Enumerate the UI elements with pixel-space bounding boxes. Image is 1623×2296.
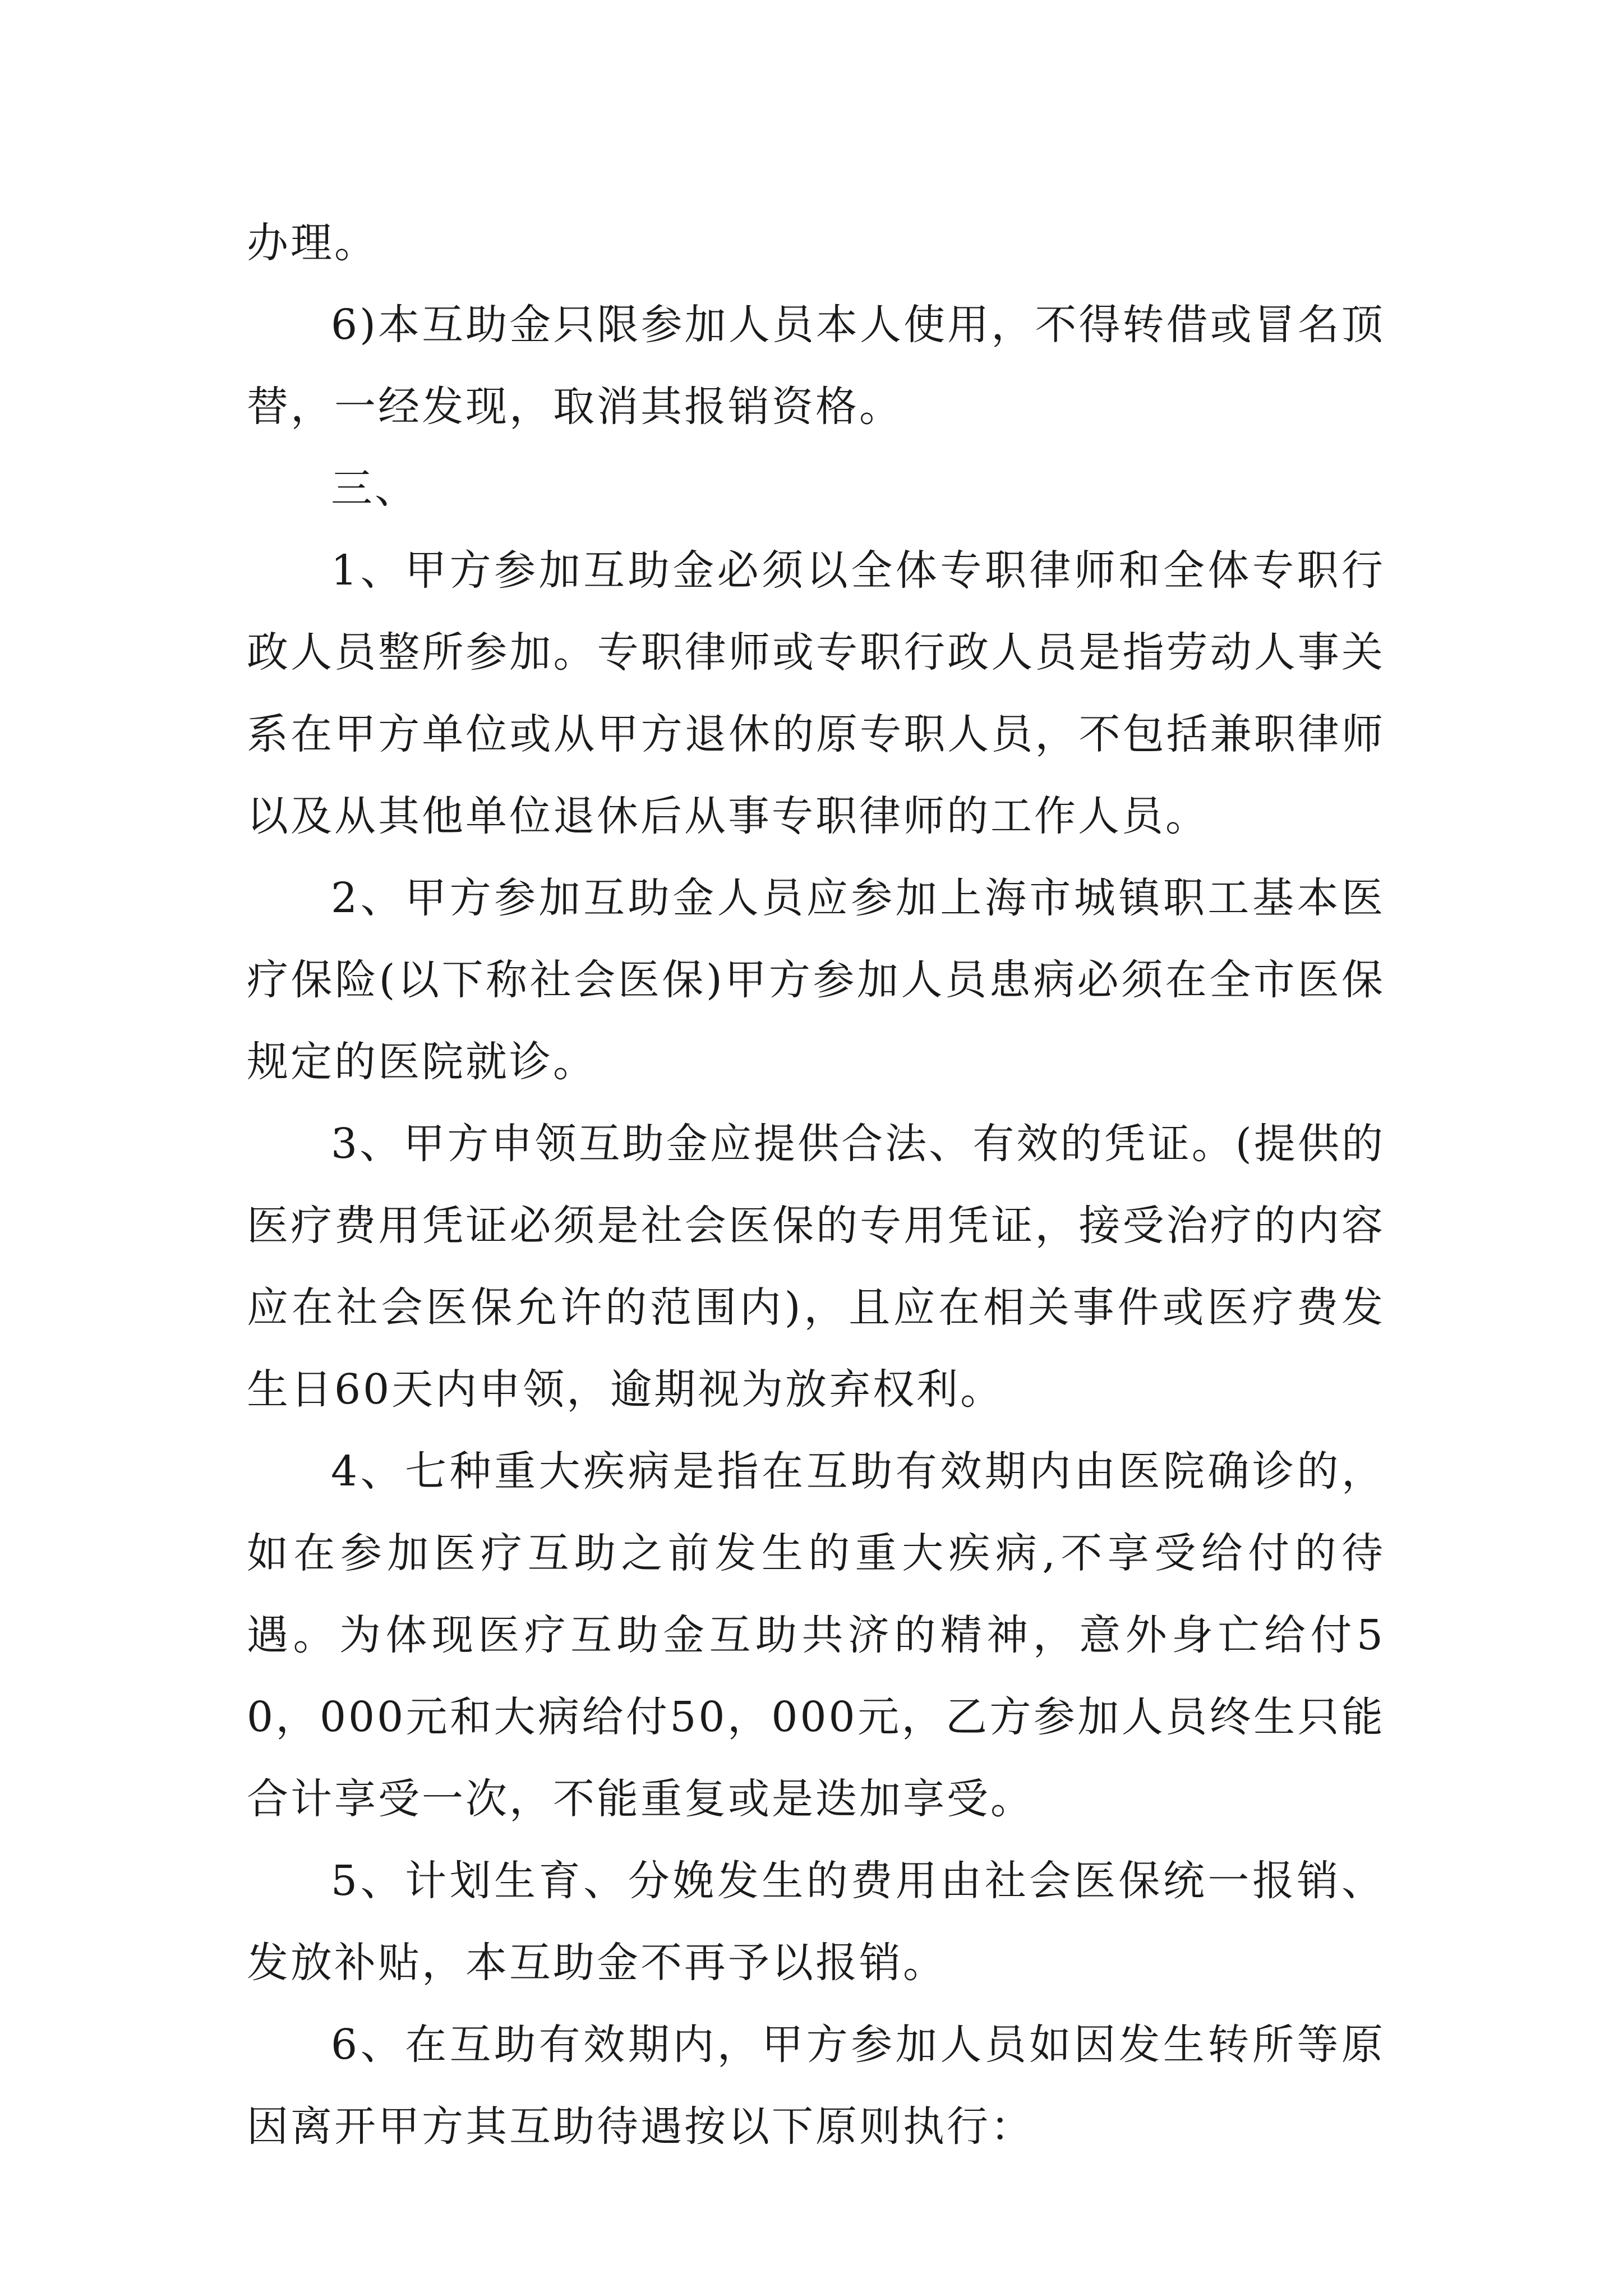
paragraph-clause-1: 1、甲方参加互助金必须以全体专职律师和全体专职行政人员整所参加。专职律师或专职行政人员是指劳动人事关系在甲方单位或从甲方退休的原专职人员，不包括兼职律师以及从其他单位退休后从事专职律师的工作人员。 bbox=[247, 546, 1385, 840]
paragraph-clause-2: 2、甲方参加互助金人员应参加上海市城镇职工基本医疗保险(以下称社会医保)甲方参加人员患病必须在全市医保规定的医院就诊。 bbox=[247, 874, 1385, 1086]
paragraph-clause-3: 3、甲方申领互助金应提供合法、有效的凭证。(提供的医疗费用凭证必须是社会医保的专用凭证，接受治疗的内容应在社会医保允许的范围内)，且应在相关事件或医疗费发生日60天内申领，逾期视为放弃权利。 bbox=[247, 1120, 1385, 1414]
paragraph-clause-4: 4、七种重大疾病是指在互助有效期内由医院确诊的，如在参加医疗互助之前发生的重大疾病,不享受给付的待遇。为体现医疗互助金互助共济的精神，意外身亡给付50，000元和大病给付50，000元，乙方参加人员终生只能合计享受一次，不能重复或是迭加享受。 bbox=[247, 1447, 1385, 1823]
paragraph-clause-6: 6、在互助有效期内，甲方参加人员如因发生转所等原因离开甲方其互助待遇按以下原则执行： bbox=[247, 2021, 1385, 2151]
section-heading-three: 三、 bbox=[331, 464, 418, 513]
paragraph-clause-5: 5、计划生育、分娩发生的费用由社会医保统一报销、发放补贴，本互助金不再予以报销。 bbox=[247, 1857, 1385, 1987]
paragraph-item-6-usage: 6)本互助金只限参加人员本人使用，不得转借或冒名顶替，一经发现，取消其报销资格。 bbox=[247, 301, 1385, 431]
paragraph-continuation: 办理。 bbox=[247, 219, 378, 267]
document-page bbox=[247, 202, 1385, 2168]
